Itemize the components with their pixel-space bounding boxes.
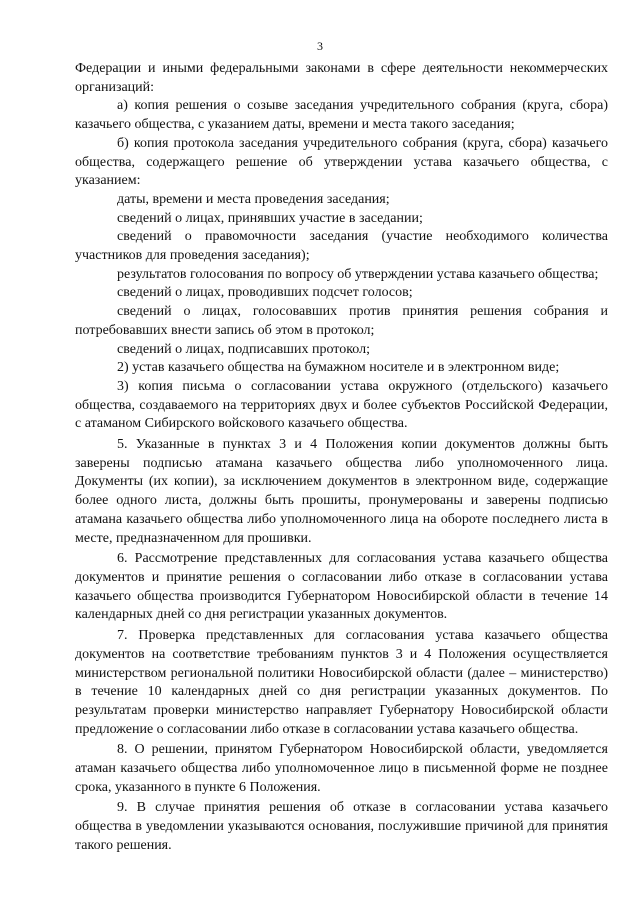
paragraph-subitem-vote-results: результатов голосования по вопросу об утверждении устава казачьего общества; xyxy=(117,266,599,282)
paragraph-subitem-counters: сведений о лицах, проводивших подсчет голосов; xyxy=(117,285,413,301)
paragraph-item-a: а) копия решения о созыве заседания учредительного собрания (круга, сбора) казачьего общества, с указанием даты, времени и места такого заседания; xyxy=(75,98,608,133)
paragraph-clause-5: 5. Указанные в пунктах 3 и 4 Положения копии документов должны быть заверены подписью атамана казачьего общества либо уполномоченного лица. Документы (их копии), за исключением документов в электронном виде, содержащие более одного листа, должны быть прошиты, пронумерованы и заверены подписью атамана казачьего общества либо уполномоченного лица на обороте последнего листа в месте, предназначенном для прошивки. xyxy=(75,437,608,546)
paragraph-clause-7: 7. Проверка представленных для согласования устава казачьего общества документов на соответствие требованиям пунктов 3 и 4 Положения осуществляется министерством региональной политики Новосибирской области (далее – министерство) в течение 10 календарных дней со дня регистрации указанных документов. По результатам проверки министерство направляет Губернатору Новосибирской области предложение о согласовании либо отказе в согласовании устава казачьего общества. xyxy=(75,628,608,737)
paragraph-clause-6: 6. Рассмотрение представленных для согласования устава казачьего общества документов и принятие решения о согласовании либо отказе в согласовании устава казачьего общества производится Губернатором Новосибирской области в течение 14 календарных дней со дня регистрации указанных документов. xyxy=(75,551,608,623)
paragraph-clause-9: 9. В случае принятия решения об отказе в согласовании устава казачьего общества в уведомлении указываются основания, послужившие причиной для принятия такого решения. xyxy=(75,800,608,853)
paragraph-item-2: 2) устав казачьего общества на бумажном носителе и в электронном виде; xyxy=(117,360,560,376)
document-body xyxy=(75,60,608,856)
paragraph-continuation: Федерации и иными федеральными законами в сфере деятельности некоммерческих организаций: xyxy=(75,61,608,95)
paragraph-subitem-signers: сведений о лицах, подписавших протокол; xyxy=(117,341,370,357)
page-number: 3 xyxy=(317,39,323,53)
paragraph-item-b: б) копия протокола заседания учредительного собрания (круга, сбора) казачьего общества, содержащего решение об утверждении устава казачьего общества, с указанием: xyxy=(75,135,608,189)
paragraph-subitem-against: сведений о лицах, голосовавших против принятия решения собрания и потребовавших внести запись об этом в протокол; xyxy=(75,304,608,338)
paragraph-item-3: 3) копия письма о согласовании устава окружного (отдельского) казачьего общества, создаваемого на территориях двух и более субъектов Российской Федерации, с атаманом Сибирского войскового казачьего общества. xyxy=(75,378,608,432)
paragraph-subitem-participants: сведений о лицах, принявших участие в заседании; xyxy=(117,210,423,226)
paragraph-clause-8: 8. О решении, принятом Губернатором Новосибирской области, уведомляется атаман казачьего общества либо уполномоченное лицо в письменной форме не позднее срока, указанного в пункте 6 Положения. xyxy=(75,742,608,795)
paragraph-subitem-quorum: сведений о правомочности заседания (участие необходимого количества участников для проведения заседания); xyxy=(75,229,608,264)
paragraph-subitem-date: даты, времени и места проведения заседания; xyxy=(117,191,390,207)
